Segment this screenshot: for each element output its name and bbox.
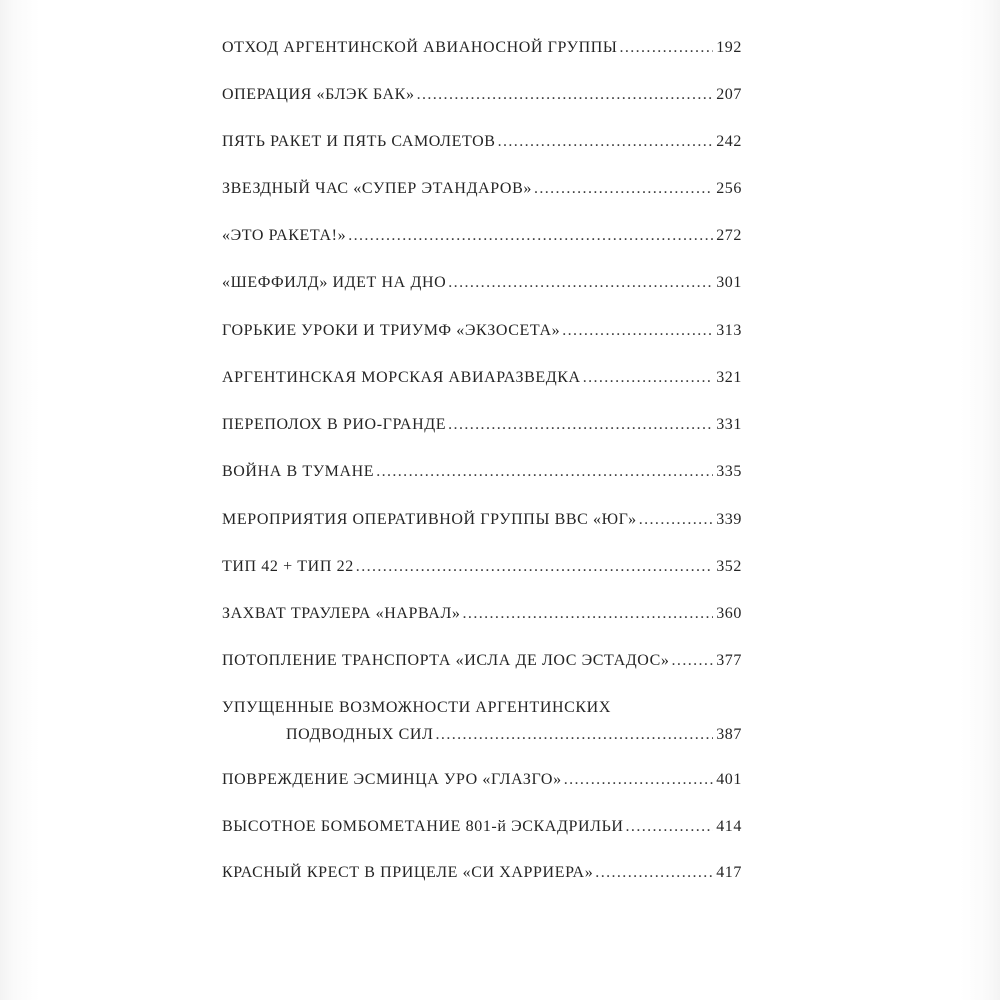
toc-entry xyxy=(222,274,742,292)
dot-leader xyxy=(639,511,713,529)
toc-entry xyxy=(222,322,742,340)
toc-entry-page: 339 xyxy=(716,511,742,528)
toc-entry xyxy=(222,699,742,744)
dot-leader xyxy=(436,726,714,744)
toc-entry xyxy=(222,558,742,576)
toc-entry-page: 242 xyxy=(716,133,742,150)
toc-entry-title: ЗВЕЗДНЫЙ ЧАС «СУПЕР ЭТАНДАРОВ» xyxy=(222,180,532,197)
dot-leader xyxy=(564,771,713,789)
toc-entry-page: 192 xyxy=(716,39,742,56)
toc-entry-title: ПОТОПЛЕНИЕ ТРАНСПОРТА «ИСЛА ДЕ ЛОС ЭСТАДОС» xyxy=(222,652,670,669)
toc-entry-title: ТИП 42 + ТИП 22 xyxy=(222,558,354,575)
dot-leader xyxy=(562,322,713,340)
toc-entry xyxy=(222,463,742,481)
toc-entry xyxy=(222,864,742,882)
dot-leader xyxy=(417,86,714,104)
toc-entry-title: ПЯТЬ РАКЕТ И ПЯТЬ САМОЛЕТОВ xyxy=(222,133,496,150)
toc-entry-page: 301 xyxy=(716,274,742,291)
toc-entry-title: «ЭТО РАКЕТА!» xyxy=(222,227,347,244)
dot-leader xyxy=(626,818,714,836)
toc-entry-title: АРГЕНТИНСКАЯ МОРСКАЯ АВИАРАЗВЕДКА xyxy=(222,369,581,386)
dot-leader xyxy=(534,180,713,198)
toc-entry-page: 256 xyxy=(716,180,742,197)
dot-leader xyxy=(463,605,714,623)
toc-entry xyxy=(222,771,742,789)
toc-entry xyxy=(222,369,742,387)
dot-leader xyxy=(619,39,713,57)
dot-leader xyxy=(595,864,713,882)
toc-entry-title: ВОЙНА В ТУМАНЕ xyxy=(222,463,375,480)
toc-entry-page: 313 xyxy=(716,322,742,339)
toc-entry-title: ОТХОД АРГЕНТИНСКОЙ АВИАНОСНОЙ ГРУППЫ xyxy=(222,39,618,56)
dot-leader xyxy=(498,133,714,151)
toc-entry xyxy=(222,652,742,670)
toc-entry-page: 414 xyxy=(716,818,742,835)
toc-entry-title: «ШЕФФИЛД» ИДЕТ НА ДНО xyxy=(222,274,447,291)
toc-entry-title: ЗАХВАТ ТРАУЛЕРА «НАРВАЛ» xyxy=(222,605,461,622)
toc-entry-page: 272 xyxy=(716,227,742,244)
dot-leader xyxy=(376,463,713,481)
toc-entry xyxy=(222,86,742,104)
toc-entry-page: 207 xyxy=(716,86,742,103)
toc-entry-title: ОПЕРАЦИЯ «БЛЭК БАК» xyxy=(222,86,415,103)
toc-entry xyxy=(222,605,742,623)
toc-entry-page: 331 xyxy=(716,416,742,433)
toc-entry-title: ПЕРЕПОЛОХ В РИО-ГРАНДЕ xyxy=(222,416,447,433)
toc-entry-title: МЕРОПРИЯТИЯ ОПЕРАТИВНОЙ ГРУППЫ ВВС «ЮГ» xyxy=(222,511,637,528)
toc-entry-title-continued: ПОДВОДНЫХ СИЛ xyxy=(286,726,434,743)
toc-entry xyxy=(222,133,742,151)
toc-entry xyxy=(222,818,742,836)
toc-entry-page: 401 xyxy=(716,771,742,788)
toc-entry-page: 387 xyxy=(716,726,742,743)
dot-leader xyxy=(356,558,713,576)
dot-leader xyxy=(583,369,714,387)
toc-entry-page: 321 xyxy=(716,369,742,386)
toc-entry-page: 360 xyxy=(716,605,742,622)
dot-leader xyxy=(448,274,713,292)
toc-entry xyxy=(222,511,742,529)
toc-entry-page: 335 xyxy=(716,463,742,480)
dot-leader xyxy=(672,652,714,670)
toc-entry-title: КРАСНЫЙ КРЕСТ В ПРИЦЕЛЕ «СИ ХАРРИЕРА» xyxy=(222,864,594,881)
toc-entry-page: 377 xyxy=(716,652,742,669)
toc-entry-page: 417 xyxy=(716,864,742,881)
toc-entry-page: 352 xyxy=(716,558,742,575)
toc-entry-title: ГОРЬКИЕ УРОКИ И ТРИУМФ «ЭКЗОСЕТА» xyxy=(222,322,561,339)
toc-entry-title: УПУЩЕННЫЕ ВОЗМОЖНОСТИ АРГЕНТИНСКИХ xyxy=(222,699,611,716)
toc-entry-title: ВЫСОТНОЕ БОМБОМЕТАНИЕ 801-й ЭСКАДРИЛЬИ xyxy=(222,818,624,835)
dot-leader xyxy=(348,227,713,245)
toc-entry xyxy=(222,416,742,434)
toc-entry xyxy=(222,180,742,198)
toc-entry xyxy=(222,39,742,57)
toc-entry-title: ПОВРЕЖДЕНИЕ ЭСМИНЦА УРО «ГЛАЗГО» xyxy=(222,771,562,788)
dot-leader xyxy=(448,416,713,434)
toc-entry xyxy=(222,227,742,245)
